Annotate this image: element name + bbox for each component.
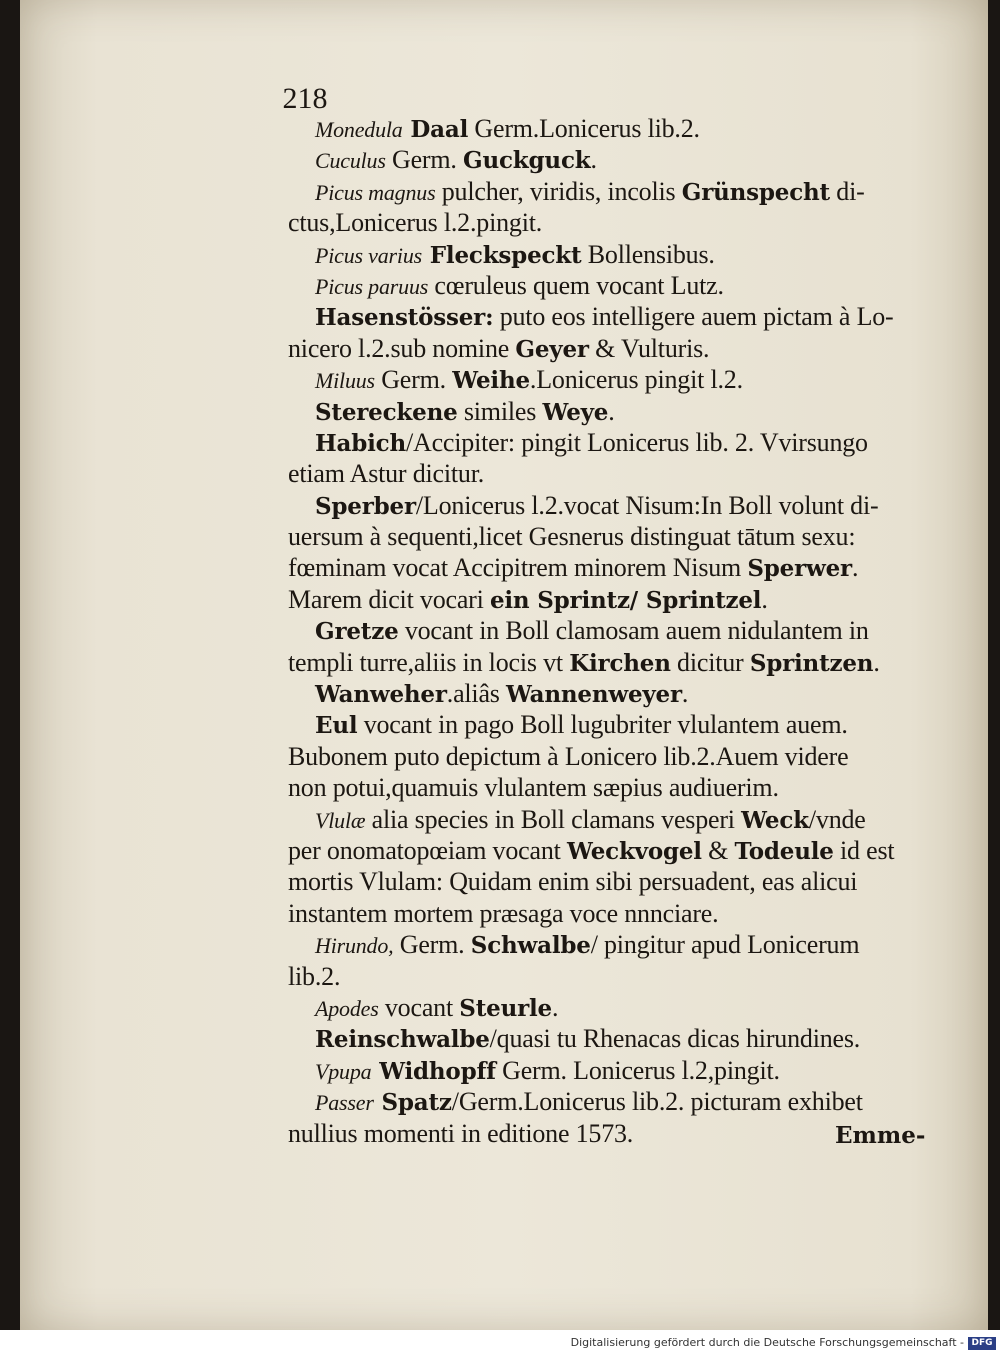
line-text: . <box>851 553 859 583</box>
blackletter-term: Daal <box>402 116 469 143</box>
line-text: puto eos intelligere auem pictam à Lo- <box>493 302 894 332</box>
page-text <box>270 113 935 1149</box>
line-text: dicitur <box>670 647 750 677</box>
line-text: templi turre,aliis in locis vt <box>288 647 570 677</box>
line-text: similes <box>457 396 543 426</box>
blackletter-term: Gretze <box>315 618 399 646</box>
line-text: Germ. <box>393 930 471 960</box>
blackletter-term: ein Sprintz/ Sprintzel <box>489 586 762 614</box>
text-line <box>270 804 935 835</box>
line-text: cœruleus quem vocant Lutz. <box>428 270 724 300</box>
text-line <box>270 301 935 332</box>
blackletter-term: Wanweher <box>315 681 447 709</box>
text-line <box>270 961 935 992</box>
line-text: instantem mortem præsaga voce nnnciare. <box>288 898 719 928</box>
blackletter-term: Sprintzen <box>749 649 874 677</box>
text-line <box>270 207 935 238</box>
text-line <box>270 396 935 427</box>
text-line <box>270 647 935 678</box>
line-text: /quasi tu Rhenacas dicas hirundines. <box>489 1024 861 1054</box>
text-line <box>270 992 935 1023</box>
text-line <box>270 1023 935 1054</box>
blackletter-term: Spatz <box>373 1089 452 1117</box>
line-text: /Lonicerus l.2.vocat Nisum:In Boll volunt di- <box>415 490 879 520</box>
line-text: mortis Vlulam: Quidam enim sibi persuadent, eas alicui <box>288 867 858 897</box>
blackletter-term: Widhopff <box>371 1057 496 1085</box>
line-text: fœminam vocat Accipitrem minorem Nisum <box>288 553 748 583</box>
text-line <box>270 113 935 144</box>
blackletter-term: Hasenstösser: <box>315 304 494 332</box>
blackletter-term: Steurle <box>459 994 552 1022</box>
line-text: Bollensibus. <box>581 239 715 269</box>
text-line <box>270 709 935 740</box>
line-text: di- <box>829 176 865 206</box>
blackletter-term: Kirchen <box>569 649 671 677</box>
line-text: lib.2. <box>288 961 341 991</box>
text-line <box>270 333 935 364</box>
blackletter-term: Weck <box>741 806 809 834</box>
line-text: Germ. Lonicerus l.2,pingit. <box>495 1055 780 1085</box>
line-text: vocant <box>378 992 460 1022</box>
text-line <box>270 584 935 615</box>
line-text: nullius momenti in editione 1573. <box>288 1118 634 1148</box>
blackletter-term: Stereckene <box>315 398 458 426</box>
blackletter-term: Eul <box>315 712 358 740</box>
latin-name: Apodes <box>315 995 379 1021</box>
text-line <box>270 929 935 960</box>
text-line <box>270 552 935 583</box>
page-number: 218 <box>282 82 328 115</box>
blackletter-term: Habich <box>315 429 406 457</box>
text-line <box>270 364 935 395</box>
text-line <box>270 239 935 270</box>
text-line <box>270 1086 935 1117</box>
dfg-logo: DFG <box>968 1337 996 1350</box>
latin-name: Picus paruus <box>315 273 429 299</box>
text-line <box>270 741 935 772</box>
latin-name: Picus magnus <box>315 179 436 205</box>
blackletter-term: Fleckspeckt <box>421 241 582 269</box>
line-text: & <box>701 835 735 865</box>
text-line <box>270 270 935 301</box>
line-text: . <box>608 396 615 426</box>
latin-name: Vpupa <box>315 1058 372 1084</box>
blackletter-term: Weihe <box>452 367 530 395</box>
line-text: non potui,quamuis vlulantem sæpius audiuerim. <box>288 773 779 803</box>
line-text: . <box>761 584 768 614</box>
blackletter-term: Weye <box>542 398 609 426</box>
line-text: . <box>873 647 880 677</box>
line-text: id est <box>833 835 895 865</box>
latin-name: Cuculus <box>315 148 386 174</box>
text-line <box>270 898 935 929</box>
catchword: Emme- <box>835 1122 926 1149</box>
blackletter-term: Guckguck <box>463 147 591 175</box>
blackletter-term: Reinschwalbe <box>315 1026 490 1054</box>
line-text: Bubonem puto depictum à Lonicero lib.2.Auem videre <box>288 741 849 771</box>
line-text: etiam Astur dicitur. <box>288 459 485 489</box>
text-line <box>270 1055 935 1086</box>
line-text: per onomatopœiam vocant <box>288 835 567 865</box>
text-line <box>270 615 935 646</box>
line-text: /vnde <box>808 804 866 834</box>
blackletter-term: Sperber <box>315 492 416 520</box>
line-text: Germ. <box>374 365 453 395</box>
line-text: / pingitur apud Lonicerum <box>590 930 860 960</box>
line-text: .aliâs <box>446 679 507 709</box>
latin-name: Vlulæ <box>315 807 366 833</box>
latin-name: Hirundo, <box>315 933 394 959</box>
text-line <box>270 835 935 866</box>
latin-name: Monedula <box>315 117 403 142</box>
line-text: /Germ.Lonicerus lib.2. picturam exhibet <box>451 1087 863 1117</box>
latin-name: Miluus <box>315 368 375 394</box>
line-text: uersum à sequenti,licet Gesnerus distinguat tātum sexu: <box>288 522 856 552</box>
text-line <box>270 521 935 552</box>
line-text: nicero l.2.sub nomine <box>288 333 516 363</box>
text-line <box>270 678 935 709</box>
line-text: /Accipiter: pingit Lonicerus lib. 2. Vvirsungo <box>405 427 868 457</box>
line-text: alia species in Boll clamans vesperi <box>365 804 742 834</box>
line-text: . <box>681 679 689 709</box>
blackletter-term: Todeule <box>734 837 834 865</box>
blackletter-term: Sperwer <box>747 555 852 583</box>
text-line <box>270 866 935 897</box>
line-text: Germ.Lonicerus lib.2. <box>468 114 700 143</box>
line-text: .Lonicerus pingit l.2. <box>529 365 743 395</box>
line-text: Germ. <box>385 145 464 175</box>
line-text: . <box>590 145 597 175</box>
text-line <box>270 490 935 521</box>
blackletter-term: Schwalbe <box>470 932 591 960</box>
text-line <box>270 427 935 458</box>
latin-name: Picus varius <box>315 242 422 268</box>
line-text: vocant in pago Boll lugubriter vlulantem auem. <box>357 710 848 740</box>
line-text: ctus,Lonicerus l.2.pingit. <box>288 208 543 238</box>
line-text: pulcher, viridis, incolis <box>435 176 682 206</box>
blackletter-term: Wannenweyer <box>506 681 682 709</box>
footer <box>0 1335 1000 1353</box>
blackletter-term: Geyer <box>515 335 589 363</box>
text-line <box>270 176 935 207</box>
line-text: & Vulturis. <box>588 333 710 363</box>
text-line <box>270 458 935 489</box>
line-text: vocant in Boll clamosam auem nidulantem in <box>398 616 869 646</box>
latin-name: Passer <box>315 1090 374 1116</box>
footer-credit: Digitalisierung gefördert durch die Deutsche Forschungsgemeinschaft - <box>570 1336 964 1349</box>
blackletter-term: Weckvogel <box>566 837 702 865</box>
blackletter-term: Grünspecht <box>681 178 830 206</box>
line-text: Marem dicit vocari <box>288 584 490 614</box>
text-line <box>270 144 935 175</box>
text-line <box>270 772 935 803</box>
line-text: . <box>551 992 559 1022</box>
